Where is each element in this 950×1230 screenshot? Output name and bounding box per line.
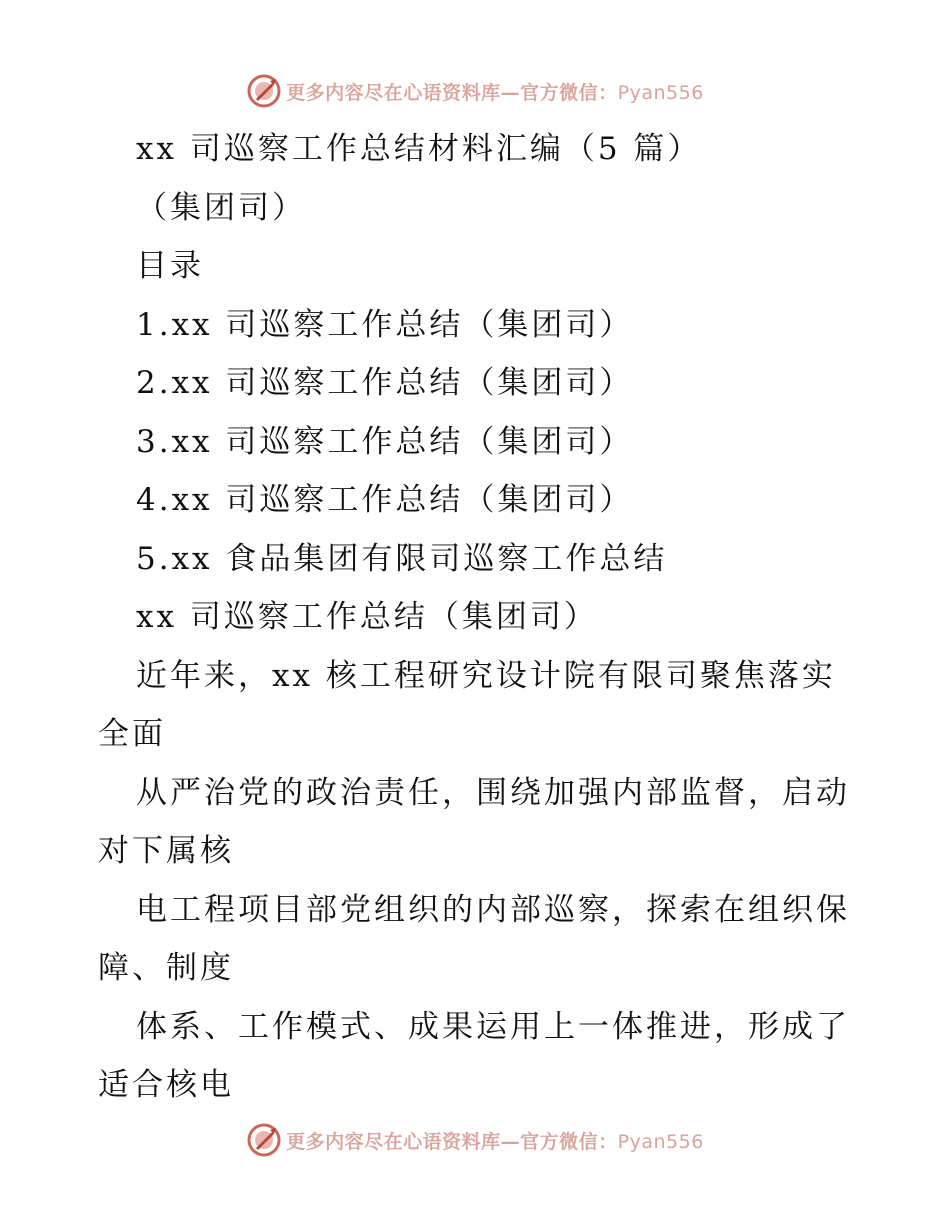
paragraph-line: 体系、工作模式、成果运用上一体推进，形成了 xyxy=(136,1008,850,1045)
toc-item: 3.xx 司巡察工作总结（集团司） xyxy=(136,423,634,460)
paragraph-line: 电工程项目部党组织的内部巡察，探索在组织保 xyxy=(136,891,850,928)
paragraph xyxy=(98,881,858,998)
paragraph xyxy=(98,647,858,764)
toc-item: 1.xx 司巡察工作总结（集团司） xyxy=(136,306,634,343)
toc-item: 2.xx 司巡察工作总结（集团司） xyxy=(136,365,634,401)
pen-logo-icon xyxy=(246,73,282,109)
paragraph xyxy=(98,998,858,1115)
paragraph-line: 对下属核 xyxy=(98,833,234,869)
document-body xyxy=(98,120,858,1115)
document-subtitle: （集团司） xyxy=(136,189,306,226)
paragraph xyxy=(98,764,858,881)
watermark-wechat-id: Pyan556 xyxy=(617,81,704,104)
watermark-text: 更多内容尽在心语资料库—官方微信： xyxy=(286,81,618,104)
section-title: xx 司巡察工作总结（集团司） xyxy=(136,599,598,635)
footer-watermark xyxy=(0,1120,950,1160)
paragraph-line: 适合核电 xyxy=(98,1067,234,1103)
toc-item: 5.xx 食品集团有限司巡察工作总结 xyxy=(136,540,668,577)
paragraph-line: 近年来，xx 核工程研究设计院有限司聚焦落实 xyxy=(136,657,836,694)
toc-item: 4.xx 司巡察工作总结（集团司） xyxy=(136,482,634,518)
pen-logo-icon xyxy=(246,1122,282,1158)
paragraph-line: 障、制度 xyxy=(98,950,234,986)
header-watermark xyxy=(0,71,950,111)
paragraph-line: 全面 xyxy=(98,716,166,752)
watermark-text: 更多内容尽在心语资料库—官方微信： xyxy=(286,1130,618,1153)
watermark-wechat-id: Pyan556 xyxy=(617,1130,704,1153)
document-title: xx 司巡察工作总结材料汇编（5 篇） xyxy=(136,131,702,167)
paragraph-line: 从严治党的政治责任，围绕加强内部监督，启动 xyxy=(136,774,850,811)
toc-heading: 目录 xyxy=(136,248,204,284)
